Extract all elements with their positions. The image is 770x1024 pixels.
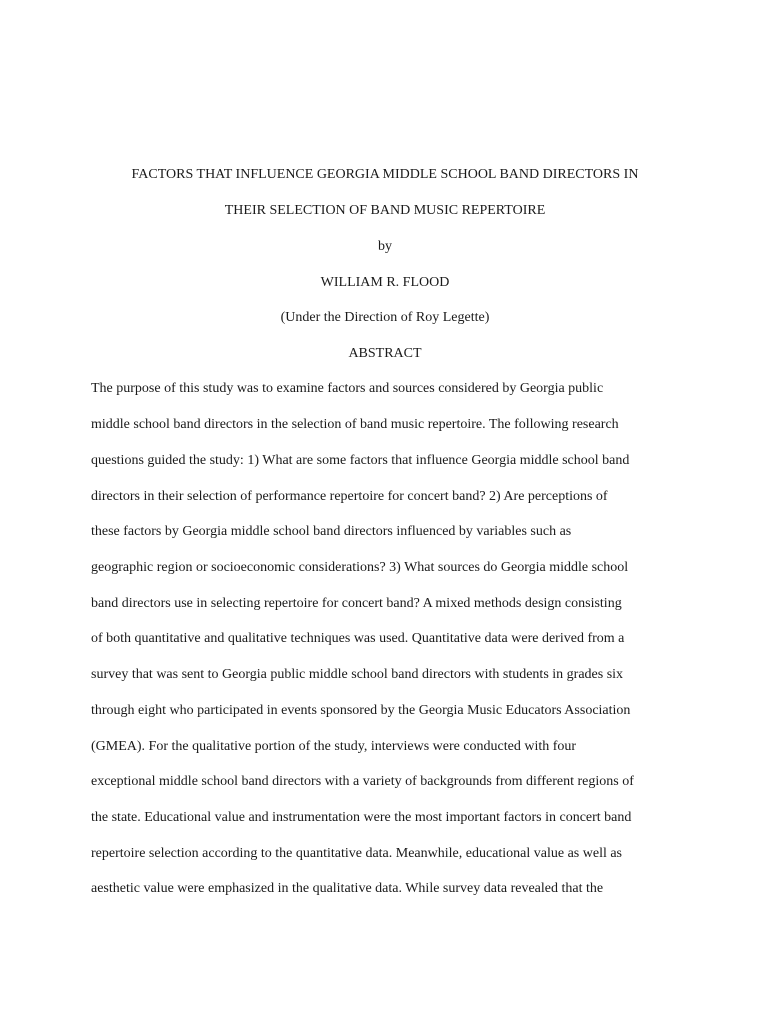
abstract-heading: ABSTRACT [348, 346, 422, 361]
abstract-line: geographic region or socioeconomic considerations? 3) What sources do Georgia middle school [91, 560, 629, 575]
abstract-line: of both quantitative and qualitative techniques was used. Quantitative data were derived from a [91, 631, 625, 646]
abstract-line: exceptional middle school band directors with a variety of backgrounds from different regions of [91, 774, 634, 789]
abstract-line: (GMEA). For the qualitative portion of the study, interviews were conducted with four [91, 739, 577, 754]
abstract-line: aesthetic value were emphasized in the qualitative data. While survey data revealed that the [91, 881, 604, 896]
abstract-line: repertoire selection according to the quantitative data. Meanwhile, educational value as well as [91, 846, 623, 861]
abstract-line: band directors use in selecting repertoire for concert band? A mixed methods design consisting [91, 596, 622, 611]
abstract-line: these factors by Georgia middle school band directors influenced by variables such as [91, 524, 572, 539]
abstract-line: The purpose of this study was to examine factors and sources considered by Georgia public [91, 381, 604, 396]
abstract-line: questions guided the study: 1) What are some factors that influence Georgia middle school band [91, 453, 630, 468]
author-name: WILLIAM R. FLOOD [320, 275, 450, 290]
direction-note: (Under the Direction of Roy Legette) [280, 310, 490, 325]
title-line-1: FACTORS THAT INFLUENCE GEORGIA MIDDLE SCHOOL BAND DIRECTORS IN [131, 167, 639, 182]
abstract-line: the state. Educational value and instrumentation were the most important factors in concert band [91, 810, 632, 825]
abstract-line: directors in their selection of performance repertoire for concert band? 2) Are perceptions of [91, 489, 608, 504]
abstract-line: through eight who participated in events sponsored by the Georgia Music Educators Association [91, 703, 631, 718]
abstract-line: middle school band directors in the selection of band music repertoire. The following research [91, 417, 619, 432]
byline: by [378, 239, 392, 254]
abstract-line: survey that was sent to Georgia public middle school band directors with students in grades six [91, 667, 624, 682]
title-line-2: THEIR SELECTION OF BAND MUSIC REPERTOIRE [224, 203, 546, 218]
